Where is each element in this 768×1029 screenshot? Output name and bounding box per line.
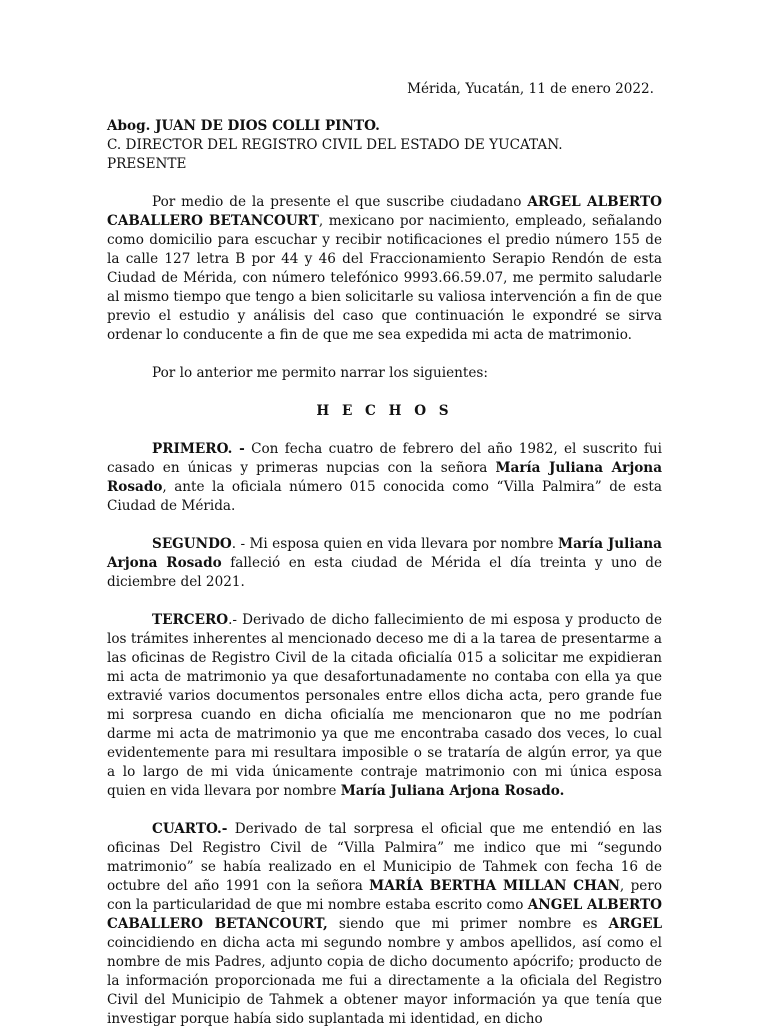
fact-bold-name: ARGEL [608, 916, 663, 932]
addressee-name-line [107, 117, 662, 136]
fact-text: Con fecha cuatro de febrero del año 1982, el suscrito fui casado en únicas y primeras nupcias con la señora [107, 441, 662, 476]
intro-text-1: Por medio de la presente el que suscribe ciudadano [152, 194, 528, 210]
fact-label: TERCERO [152, 612, 229, 628]
addressee-name: JUAN DE DIOS COLLI PINTO. [155, 118, 380, 134]
fact-text: falleció en esta ciudad de Mérida el día treinta y uno de diciembre del 2021. [107, 555, 662, 590]
fact-label: CUARTO.- [152, 821, 228, 837]
petitioner-name: ARGEL ALBERTO CABALLERO BETANCOURT [107, 194, 662, 229]
intro-paragraph [107, 193, 662, 345]
fact-primero [107, 440, 662, 516]
fact-tercero [107, 611, 662, 801]
fact-segundo [107, 535, 662, 592]
fact-text: coincidiendo en dicha acta mi segundo nombre y ambos apellidos, así como el nombre de mis Padres, adjunto copia de dicho documento apócrifo; producto de la información proporcionada me fui a directamente a la oficiala del Registro Civil del Municipio de Tahmek a obtener mayor información ya que tenía que investigar porque había sido suplantada mi identidad, en dicho [107, 935, 662, 1027]
fact-bold-name: María Juliana Arjona Rosado. [340, 783, 565, 799]
lead-in-text: Por lo anterior me permito narrar los siguientes: [152, 365, 488, 381]
fact-text: , pero con la particularidad de que mi nombre estaba escrito como [107, 878, 662, 913]
addressee-presente: PRESENTE [107, 156, 187, 172]
addressee-title: Abog. [107, 118, 156, 134]
fact-bold-name: María Juliana Arjona Rosado [107, 460, 663, 495]
section-heading: H E C H O S [316, 403, 453, 419]
fact-label: PRIMERO. - [152, 441, 245, 457]
fact-label: SEGUNDO [152, 536, 232, 552]
fact-text: .- Derivado de dicho fallecimiento de mi esposa y producto de los trámites inherentes al mencionado deceso me di a la tarea de presentarme a las oficinas de Registro Civil de la citada oficialía 015 a solicitar me expidieran mi acta de matrimonio ya que desafortunadamente no contaba con ella ya que extravié varios documentos personales entre ellos dicha acta, pero grande fue mi sorpresa cuando en dicha oficialía me mencionaron que no me podrían darme mi acta de matrimonio ya que me encontraba casado dos veces, lo cual evidentemente para mi resultara imposible o se trataría de algún error, ya que a lo largo de mi vida únicamente contraje matrimonio con mi única esposa quien en vida llevara por nombre [107, 612, 662, 799]
fact-cuarto [107, 820, 662, 1029]
date-line: Mérida, Yucatán, 11 de enero 2022. [407, 81, 654, 97]
intro-text-2: , mexicano por nacimiento, empleado, señalando como domicilio para escuchar y recibir notificaciones el predio número 155 de la calle 127 letra B por 44 y 46 del Fraccionamiento Serapio Rendón de esta Ciudad de Mérida, con número telefónico 9993.66.59.07, me permito saludarle al mismo tiempo que tengo a bien solicitarle su valiosa intervención a fin de que previo el estudio y análisis del caso que continuación le expondré se sirva ordenar lo conducente a fin de que me sea expedida mi acta de matrimonio. [107, 213, 662, 343]
fact-text: . - Mi esposa quien en vida llevara por nombre [231, 536, 559, 552]
fact-text: siendo que mi primer nombre es [327, 916, 609, 932]
fact-text: Derivado de tal sorpresa el oficial que me entendió en las oficinas Del Registro Civil de “Villa Palmira” me indico que mi “segundo matrimonio” se había realizado en el Municipio de Tahmek con fecha 16 de octubre del año 1991 con la señora [107, 821, 662, 894]
fact-bold-name: MARÍA BERTHA MILLAN CHAN [369, 878, 620, 894]
fact-bold-name: ANGEL ALBERTO CABALLERO BETANCOURT, [107, 897, 662, 932]
addressee-position: C. DIRECTOR DEL REGISTRO CIVIL DEL ESTADO DE YUCATAN. [107, 137, 563, 153]
fact-bold-name: María Juliana Arjona Rosado [107, 536, 662, 571]
addressee-block [107, 117, 662, 174]
fact-text: , ante la oficiala número 015 conocida como “Villa Palmira” de esta Ciudad de Mérida. [107, 479, 662, 514]
